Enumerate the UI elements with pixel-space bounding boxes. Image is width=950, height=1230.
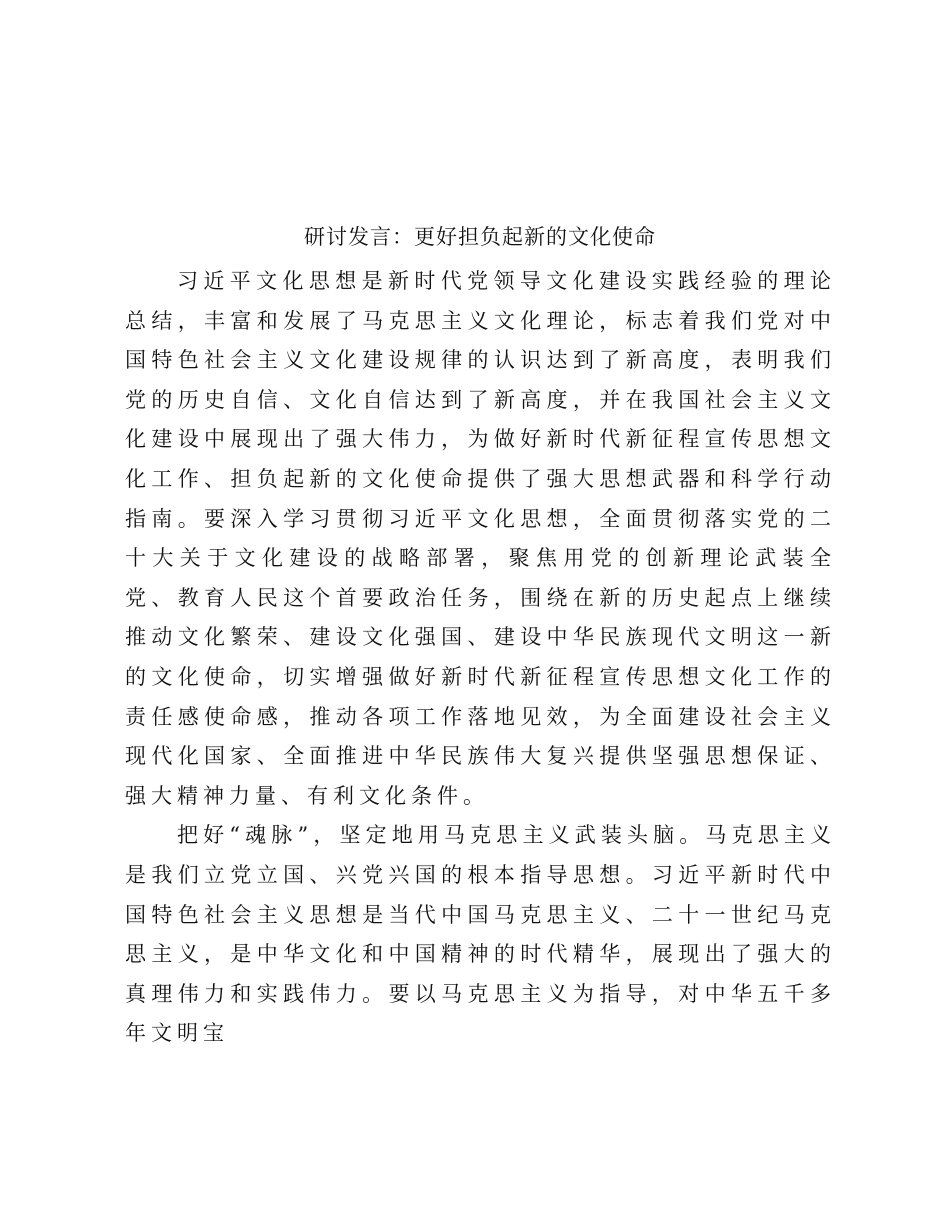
paragraph-1: 习近平文化思想是新时代党领导文化建设实践经验的理论总结，丰富和发展了马克思主义文化理论，标志着我们党对中国特色社会主义文化建设规律的认识达到了新高度，表明我们党的历史自信、文化自信达到了新高度，并在我国社会主义文化建设中展现出了强大伟力，为做好新时代新征程宣传思想文化工作、担负起新的文化使命提供了强大思想武器和科学行动指南。要深入学习贯彻习近平文化思想，全面贯彻落实党的二十大关于文化建设的战略部署，聚焦用党的创新理论武装全党、教育人民这个首要政治任务，围绕在新的历史起点上继续推动文化繁荣、建设文化强国、建设中华民族现代文明这一新的文化使命，切实增强做好新时代新征程宣传思想文化工作的责任感使命感，推动各项工作落地见效，为全面建设社会主义现代化国家、全面推进中华民族伟大复兴提供坚强思想保证、强大精神力量、有利文化条件。 [125, 269, 836, 808]
document-title: 研讨发言：更好担负起新的文化使命 [304, 225, 656, 249]
document-body [125, 262, 836, 1054]
paragraph-2: 把好“魂脉”，坚定地用马克思主义武装头脑。马克思主义是我们立党立国、兴党兴国的根本指导思想。习近平新时代中国特色社会主义思想是当代中国马克思主义、二十一世纪马克思主义，是中华文化和中国精神的时代精华，展现出了强大的真理伟力和实践伟力。要以马克思主义为指导，对中华五千多年文明宝 [125, 823, 836, 1046]
